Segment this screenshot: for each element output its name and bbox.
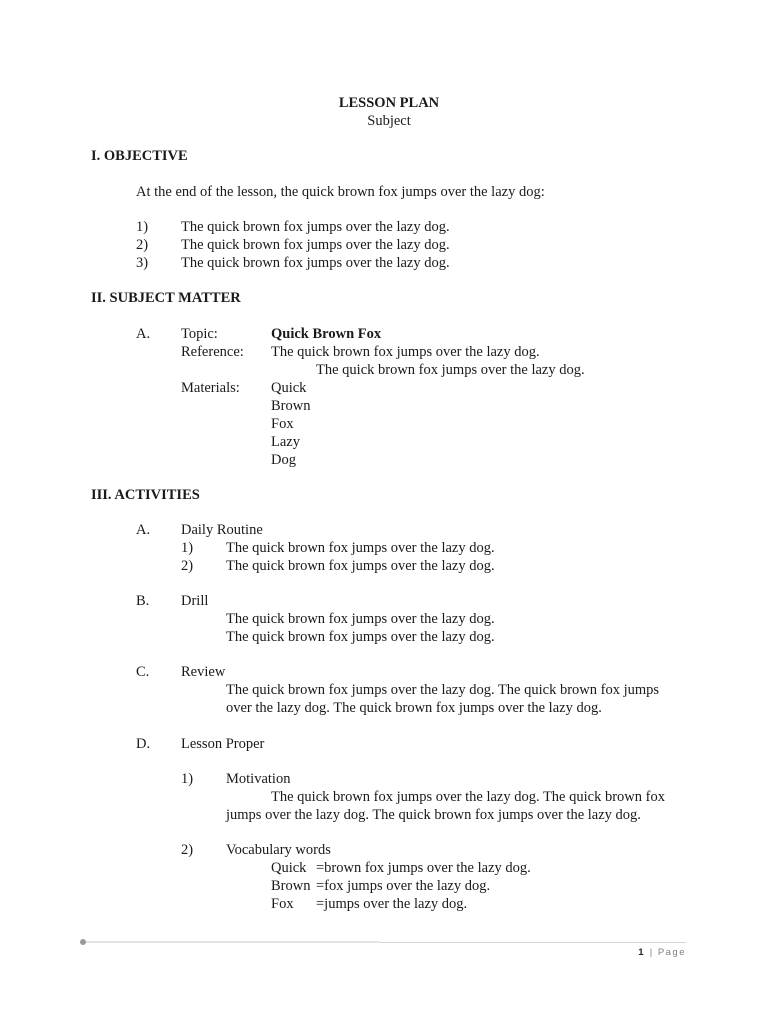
activity-title: Drill	[181, 593, 209, 609]
list-item-text: The quick brown fox jumps over the lazy dog.	[181, 219, 450, 235]
list-item-number: 2)	[181, 558, 194, 574]
footer-rule-dot	[80, 939, 86, 945]
section-heading-subject-matter: II. SUBJECT MATTER	[91, 290, 241, 306]
activity-title: Lesson Proper	[181, 736, 265, 752]
page-number: 1	[638, 947, 644, 958]
list-item-text: The quick brown fox jumps over the lazy dog.	[181, 255, 450, 271]
activity-title: Review	[181, 664, 226, 680]
page-separator: |	[649, 947, 654, 958]
materials-item: Fox	[271, 416, 294, 432]
activity-line: The quick brown fox jumps over the lazy dog.	[226, 611, 495, 627]
topic-value: Quick Brown Fox	[271, 326, 382, 342]
list-item-number: 1)	[181, 540, 194, 556]
materials-item: Brown	[271, 398, 311, 414]
activity-line: The quick brown fox jumps over the lazy dog.	[226, 629, 495, 645]
activity-title: Daily Routine	[181, 522, 263, 538]
page-label: Page	[657, 947, 686, 958]
list-item-number: 1)	[181, 771, 194, 787]
vocabulary-word: Brown	[271, 878, 311, 894]
vocabulary-word: Fox	[271, 896, 294, 912]
list-letter: A.	[136, 326, 151, 342]
topic-label: Topic:	[181, 326, 218, 342]
vocabulary-word: Quick	[271, 860, 307, 876]
materials-item: Lazy	[271, 434, 300, 450]
list-item-text: The quick brown fox jumps over the lazy dog.	[226, 558, 495, 574]
activity-line: The quick brown fox jumps over the lazy dog. The quick brown fox	[271, 789, 665, 805]
list-item-number: 1)	[136, 219, 149, 235]
vocabulary-definition: =fox jumps over the lazy dog.	[316, 878, 491, 894]
list-letter: D.	[136, 736, 151, 752]
list-item-number: 2)	[136, 237, 149, 253]
materials-label: Materials:	[181, 380, 240, 396]
list-letter: B.	[136, 593, 150, 609]
vocabulary-definition: =brown fox jumps over the lazy dog.	[316, 860, 531, 876]
activity-line: jumps over the lazy dog. The quick brown fox jumps over the lazy dog.	[226, 807, 641, 823]
page-footer	[638, 947, 686, 958]
reference-label: Reference:	[181, 344, 244, 360]
document-subtitle: Subject	[367, 113, 411, 129]
section-heading-objective: I. OBJECTIVE	[91, 148, 188, 164]
document-title: LESSON PLAN	[338, 95, 440, 111]
footer-rule-accent	[86, 941, 380, 943]
reference-line: The quick brown fox jumps over the lazy dog.	[271, 344, 540, 360]
list-item-text: The quick brown fox jumps over the lazy dog.	[226, 540, 495, 556]
objective-intro: At the end of the lesson, the quick brown fox jumps over the lazy dog:	[136, 184, 545, 200]
materials-item: Quick	[271, 380, 307, 396]
materials-item: Dog	[271, 452, 296, 468]
list-letter: A.	[136, 522, 151, 538]
activity-line: The quick brown fox jumps over the lazy dog. The quick brown fox jumps	[226, 682, 660, 698]
vocabulary-definition: =jumps over the lazy dog.	[316, 896, 468, 912]
activity-line: over the lazy dog. The quick brown fox jumps over the lazy dog.	[226, 700, 602, 716]
list-item-number: 2)	[181, 842, 194, 858]
list-item-number: 3)	[136, 255, 149, 271]
reference-line: The quick brown fox jumps over the lazy dog.	[316, 362, 585, 378]
list-item-text: The quick brown fox jumps over the lazy dog.	[181, 237, 450, 253]
subactivity-title: Vocabulary words	[226, 842, 331, 858]
subactivity-title: Motivation	[226, 771, 291, 787]
list-letter: C.	[136, 664, 150, 680]
section-heading-activities: III. ACTIVITIES	[91, 487, 200, 503]
